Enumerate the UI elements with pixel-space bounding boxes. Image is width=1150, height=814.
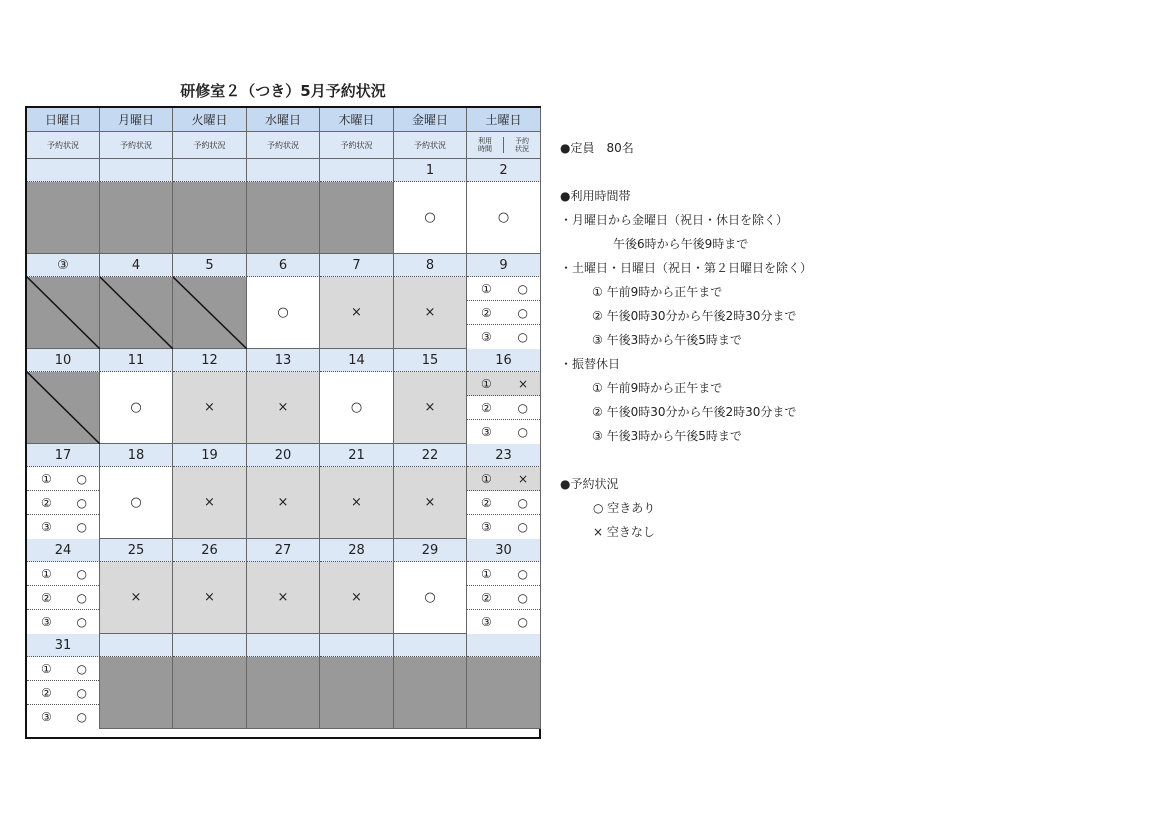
full-mark: × [424,495,436,510]
sat-subheader-status: 予約 状況 [503,137,540,153]
unavailable-cell [394,657,467,729]
status-cell [100,372,173,444]
slot-number: ① [481,376,492,391]
slot-number: ② [481,495,492,510]
status-cell [394,182,467,254]
available-mark: ○ [517,281,528,296]
available-mark: ○ [76,471,87,486]
unavailable-cell [467,657,541,729]
status-subheader: 予約状況 [394,132,467,159]
status-cell [173,372,247,444]
time-slot [467,491,540,515]
available-mark: ○ [517,305,528,320]
full-mark: × [277,590,289,605]
closed-cell [27,277,100,349]
full-mark: × [424,305,436,320]
day-number [394,634,467,657]
full-mark: × [130,590,142,605]
unavailable-cell [100,182,173,254]
available-mark: ○ [130,400,142,415]
day-number: 27 [247,539,320,562]
day-number: 17 [27,444,100,467]
available-mark: ○ [517,615,528,629]
available-mark: ○ [76,520,87,534]
available-mark: ○ [424,590,436,605]
available-mark: ○ [76,495,87,510]
status-cell [394,277,467,349]
day-number [247,634,320,657]
unavailable-cell [173,182,247,254]
available-mark: ○ [517,590,528,605]
day-number: ③ [27,254,100,277]
slot-number: ① [481,281,492,296]
slot-number: ③ [481,330,492,344]
available-mark: ○ [277,305,289,320]
day-number [173,159,247,182]
available-mark: ○ [517,520,528,534]
day-number: 4 [100,254,173,277]
slot-number: ③ [41,710,52,724]
slot-number: ① [41,661,52,676]
diagonal-slash-icon [173,277,247,349]
time-slot [467,301,540,325]
time-slot [27,491,99,515]
slot-cell [467,467,541,539]
status-subheader: 予約状況 [247,132,320,159]
day-number: 26 [173,539,247,562]
available-mark: ○ [76,615,87,629]
day-number: 11 [100,349,173,372]
holiday-rule: ・振替休日 [560,357,621,371]
day-number: 23 [467,444,541,467]
status-subheader: 予約状況 [100,132,173,159]
unavailable-cell [320,182,394,254]
time-slot [467,515,540,539]
available-mark: ○ [497,210,510,225]
slot-number: ① [481,566,492,581]
status-cell [394,372,467,444]
day-number [320,634,394,657]
slot-cell [27,562,100,634]
closed-cell [173,277,247,349]
status-cell [320,467,394,539]
slot-number: ② [41,685,52,700]
full-mark: × [277,400,289,415]
available-mark: ○ [424,210,436,225]
time-slot [467,277,540,301]
day-number [27,159,100,182]
slot-number: ① [481,471,492,486]
full-mark: × [204,495,215,510]
weekend-rule: ・土曜日・日曜日（祝日・第２日曜日を除く） [560,261,813,275]
day-number: 14 [320,349,394,372]
day-number: 2 [467,159,541,182]
day-number [320,159,394,182]
available-mark: ○ [517,425,528,439]
time-slot [27,586,99,610]
diagonal-slash-icon [27,277,100,349]
page-title: 研修室２（つき）5月予約状況 [180,82,386,100]
day-number: 13 [247,349,320,372]
day-number: 30 [467,539,541,562]
time-slot [27,562,99,586]
holiday-slot-2: ② 午後0時30分から午後2時30分まで [592,405,797,419]
status-cell [247,467,320,539]
status-cell [247,372,320,444]
slot-cell [27,467,100,539]
weekday-header: 日曜日 [27,108,100,132]
full-mark: × [351,305,362,320]
status-heading: ●予約状況 [560,477,619,491]
slot-number: ③ [41,520,52,534]
day-number: 31 [27,634,100,657]
saturday-subheader [467,132,541,159]
unavailable-cell [247,657,320,729]
available-mark: ○ [517,400,528,415]
reservation-calendar [25,106,541,739]
available-mark: ○ [517,330,528,344]
day-number: 29 [394,539,467,562]
available-mark: ○ [76,661,87,676]
time-slot [27,681,99,705]
time-slot [467,372,540,396]
day-number [100,159,173,182]
weekday-header: 火曜日 [173,108,247,132]
sat-subheader-time: 利用 時間 [478,137,492,153]
available-mark: ○ [517,566,528,581]
time-slot [467,325,540,349]
status-cell [467,182,541,254]
capacity-text: ●定員 80名 [560,141,634,155]
day-number: 12 [173,349,247,372]
unavailable-cell [173,657,247,729]
day-number: 7 [320,254,394,277]
legend-available: ○ 空きあり [593,501,656,515]
full-mark: × [517,471,528,486]
slot-number: ② [481,305,492,320]
day-number: 22 [394,444,467,467]
status-cell [247,277,320,349]
day-number: 19 [173,444,247,467]
status-cell [173,562,247,634]
available-mark: ○ [517,495,528,510]
time-slot [467,586,540,610]
available-mark: ○ [76,590,87,605]
weekday-header: 金曜日 [394,108,467,132]
time-slot [467,467,540,491]
day-number [467,634,541,657]
day-number: 28 [320,539,394,562]
time-slot [467,562,540,586]
day-number: 10 [27,349,100,372]
slot-number: ① [41,566,52,581]
weekday-header: 月曜日 [100,108,173,132]
weekday-hours: 午後6時から午後9時まで [613,237,749,251]
full-mark: × [424,400,436,415]
day-number: 21 [320,444,394,467]
day-number [100,634,173,657]
slot-number: ② [481,400,492,415]
time-slot [467,610,540,634]
slot-number: ① [41,471,52,486]
day-number [173,634,247,657]
slot-cell [467,277,541,349]
time-slot [27,515,99,539]
unavailable-cell [320,657,394,729]
info-panel [560,136,812,544]
slot-number: ③ [481,425,492,439]
available-mark: ○ [76,710,87,724]
time-slot [27,467,99,491]
closed-cell [100,277,173,349]
weekday-header: 土曜日 [467,108,541,132]
available-mark: ○ [130,495,142,510]
full-mark: × [351,590,362,605]
status-cell [100,562,173,634]
day-number: 18 [100,444,173,467]
status-cell [320,277,394,349]
status-subheader: 予約状況 [27,132,100,159]
status-subheader: 予約状況 [173,132,247,159]
slot-number: ③ [481,615,492,629]
weekday-header: 木曜日 [320,108,394,132]
hours-heading: ●利用時間帯 [560,189,631,203]
unavailable-cell [27,182,100,254]
unavailable-cell [247,182,320,254]
diagonal-slash-icon [100,277,173,349]
status-cell [100,467,173,539]
day-number: 5 [173,254,247,277]
weekday-header: 水曜日 [247,108,320,132]
status-cell [320,372,394,444]
day-number: 20 [247,444,320,467]
slot-number: ③ [481,520,492,534]
full-mark: × [517,376,528,391]
weekend-slot-1: ① 午前9時から正午まで [592,285,723,299]
time-slot [27,705,99,729]
slot-number: ② [481,590,492,605]
status-subheader: 予約状況 [320,132,394,159]
day-number: 8 [394,254,467,277]
day-number: 16 [467,349,541,372]
time-slot [27,610,99,634]
status-cell [247,562,320,634]
status-cell [320,562,394,634]
day-number: 25 [100,539,173,562]
full-mark: × [351,495,362,510]
day-number: 15 [394,349,467,372]
slot-number: ③ [41,615,52,629]
legend-full: × 空きなし [593,525,655,539]
day-number: 24 [27,539,100,562]
full-mark: × [204,400,215,415]
weekend-slot-3: ③ 午後3時から午後5時まで [592,333,742,347]
closed-cell [27,372,100,444]
full-mark: × [277,495,289,510]
holiday-slot-3: ③ 午後3時から午後5時まで [592,429,742,443]
status-cell [394,467,467,539]
weekend-slot-2: ② 午後0時30分から午後2時30分まで [592,309,797,323]
day-number: 6 [247,254,320,277]
day-number: 1 [394,159,467,182]
slot-number: ② [41,590,52,605]
slot-cell [27,657,100,729]
time-slot [467,420,540,444]
time-slot [467,396,540,420]
unavailable-cell [100,657,173,729]
available-mark: ○ [350,400,363,415]
diagonal-slash-icon [27,372,100,444]
full-mark: × [204,590,215,605]
time-slot [27,657,99,681]
available-mark: ○ [76,685,87,700]
weekday-rule: ・月曜日から金曜日（祝日・休日を除く） [560,213,789,227]
slot-cell [467,372,541,444]
holiday-slot-1: ① 午前9時から正午まで [592,381,723,395]
day-number: 9 [467,254,541,277]
available-mark: ○ [76,566,87,581]
status-cell [394,562,467,634]
day-number [247,159,320,182]
status-cell [173,467,247,539]
slot-number: ② [41,495,52,510]
slot-cell [467,562,541,634]
